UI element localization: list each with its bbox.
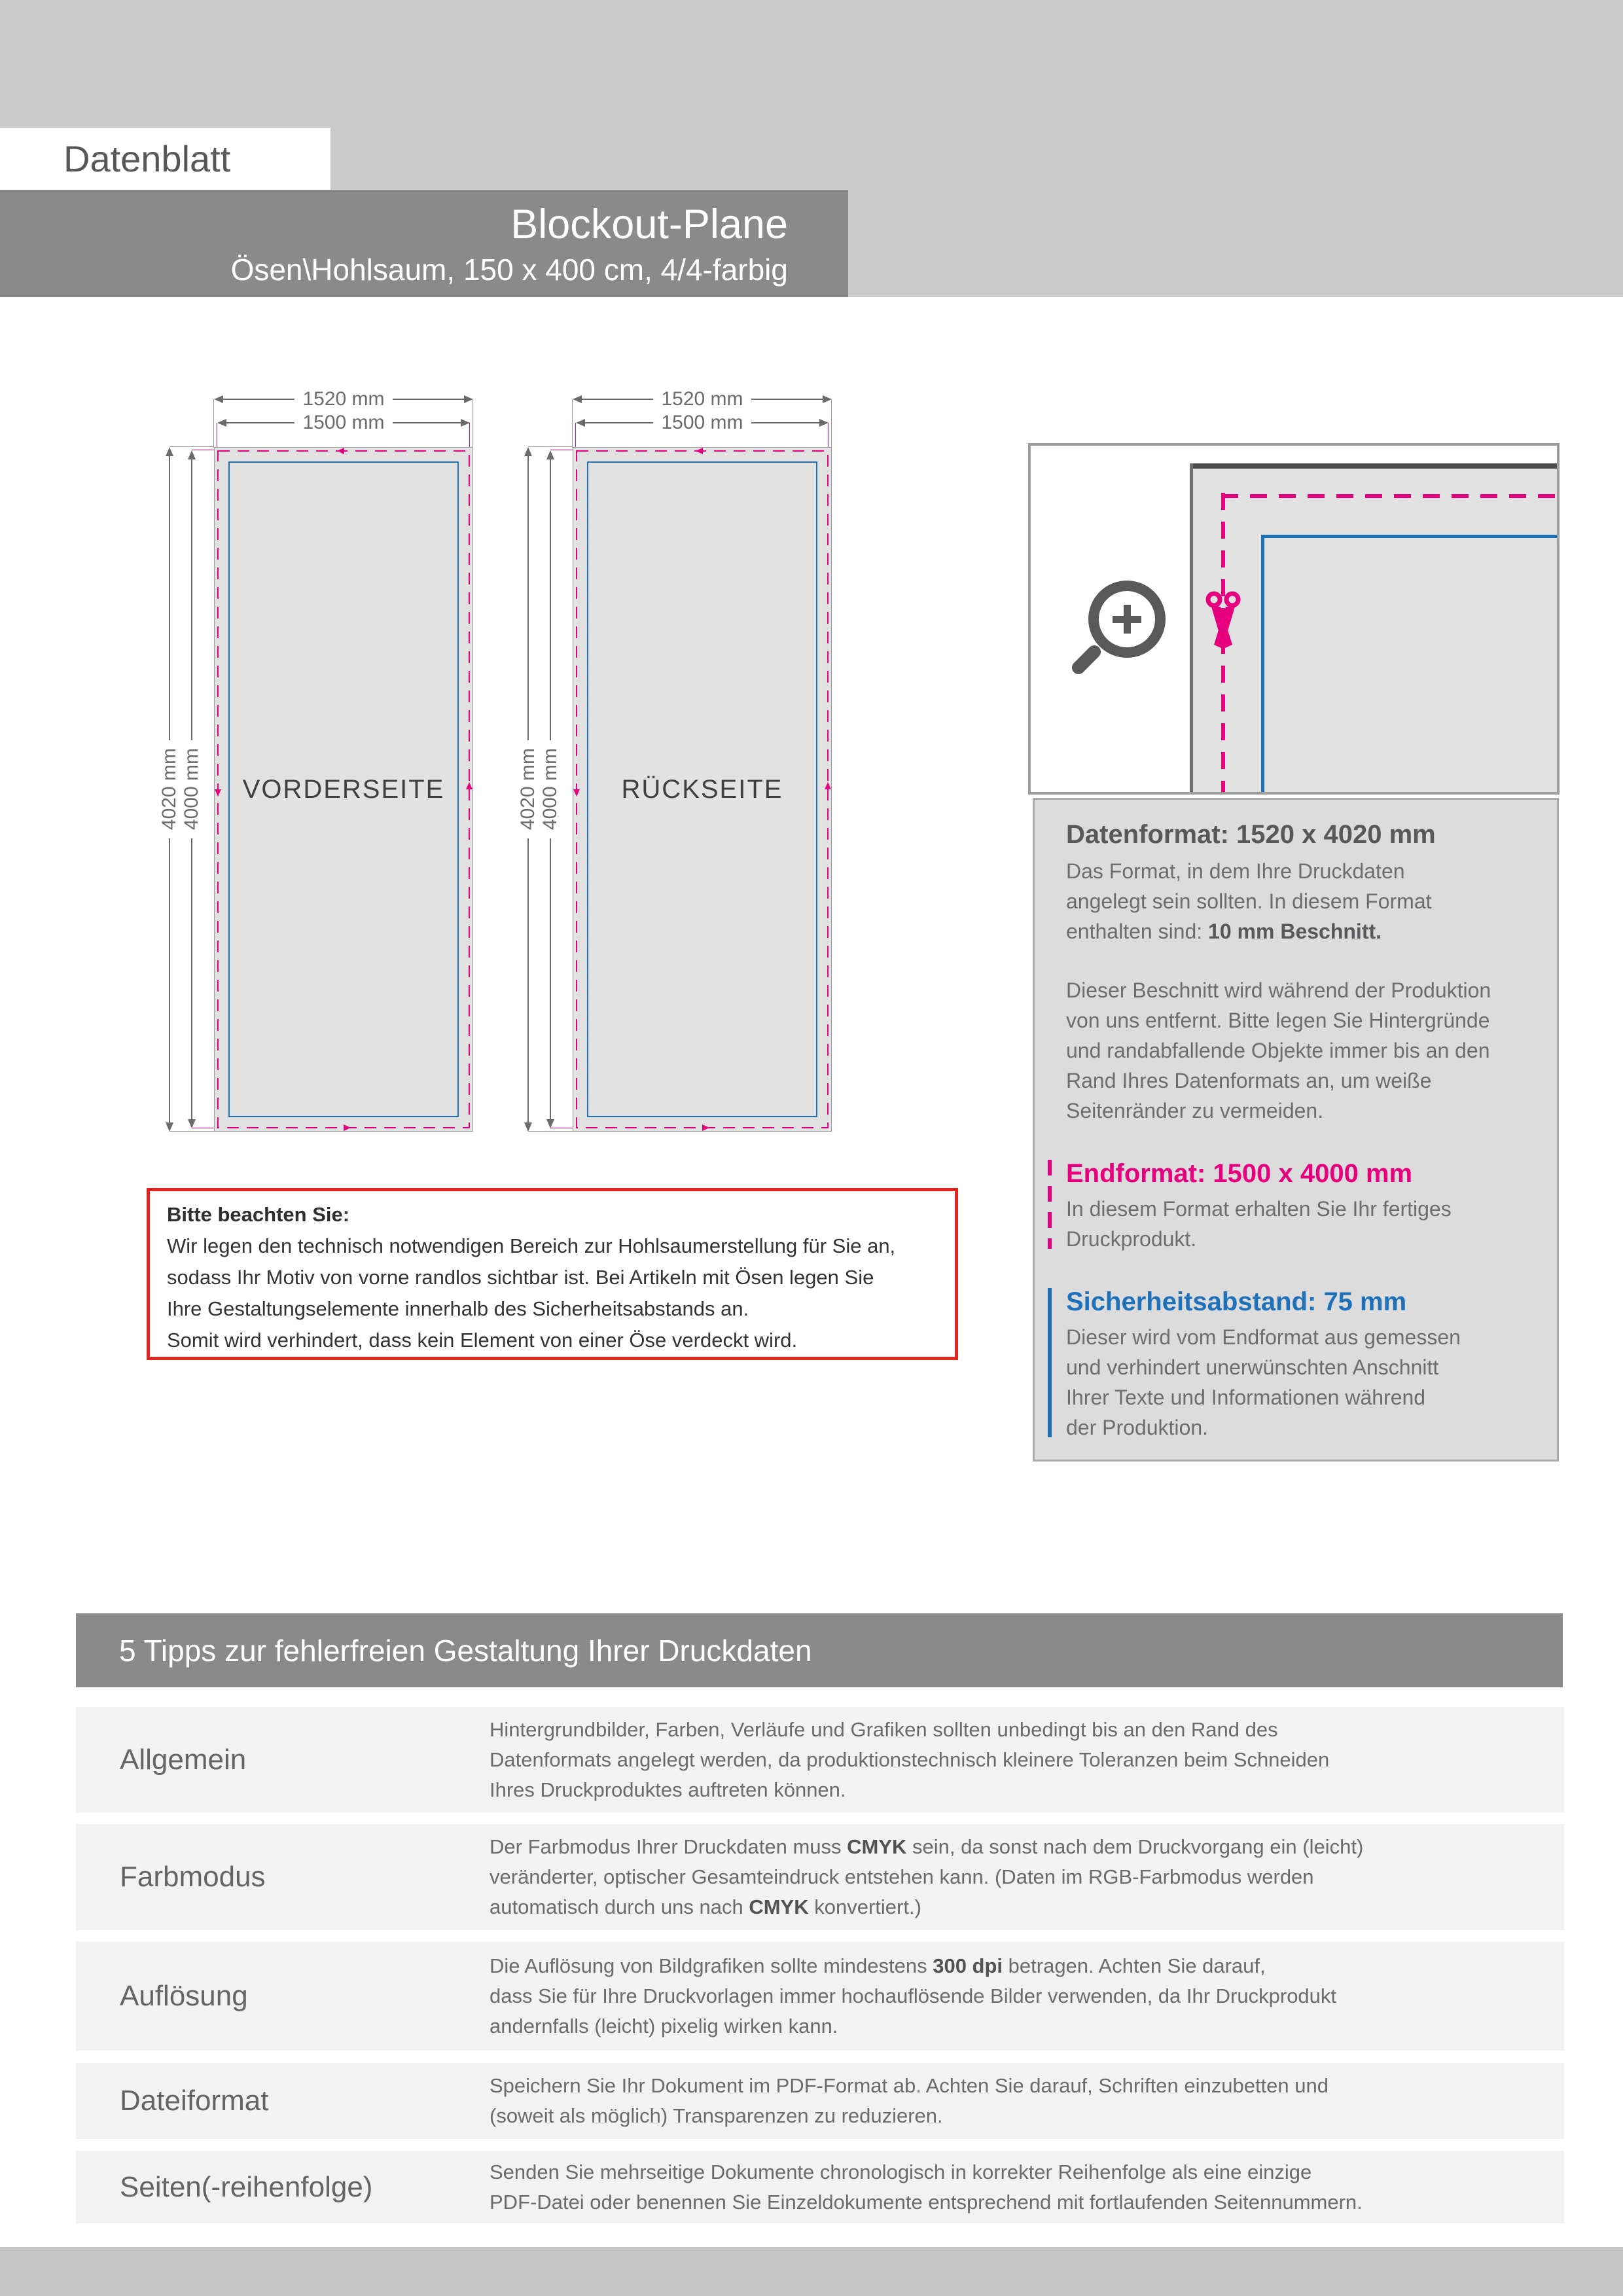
- dimension-line: [527, 838, 529, 1122]
- magnifier-plus-icon: [1124, 605, 1131, 634]
- dimension-label: 4000 mm: [181, 748, 202, 831]
- bottom-gray-band: [0, 2247, 1623, 2296]
- dimension-line: [527, 456, 529, 740]
- back-sheet-diagram: [506, 386, 840, 1145]
- dimension-label: 1520 mm: [302, 388, 385, 410]
- arrowhead-icon: [546, 450, 554, 459]
- dimension-line: [751, 399, 823, 400]
- arrowhead-icon: [217, 419, 226, 427]
- extension-line: [831, 399, 832, 448]
- arrowhead-icon: [464, 395, 473, 403]
- detail-illustration-box: [1028, 443, 1560, 795]
- arrowhead-icon: [576, 419, 585, 427]
- dimension-line: [582, 399, 653, 400]
- dimension-line: [191, 459, 192, 740]
- tip-row-allgemein: [76, 1707, 1564, 1812]
- product-subtitle: Ösen\Hohlsaum, 150 x 400 cm, 4/4-farbig: [230, 253, 788, 287]
- dimension-line: [191, 838, 192, 1119]
- endformat-section: [1066, 1156, 1537, 1254]
- endformat-width-dimension: [217, 414, 470, 432]
- extension-line: [572, 399, 573, 448]
- tip-row-text: Die Auflösung von Bildgrafiken sollte mindestens 300 dpi betragen. Achten Sie darauf, dass Sie für Ihre Druckvorlagen immer hochauflösende Bilder verwenden, da Ihr Druckprodukt andernfalls (leicht) pixelig wirken kann.: [490, 1954, 1337, 2037]
- tip-row-seiten: [76, 2151, 1564, 2223]
- title-banner: [0, 190, 848, 297]
- datenformat-width-dimension: [573, 390, 832, 408]
- detail-safety-line: [1261, 535, 1557, 538]
- tip-row-aufloesung: [76, 1942, 1564, 2051]
- tip-row-label: Farbmodus: [120, 1861, 266, 1893]
- datenformat-area: [573, 447, 832, 1132]
- tip-row-farbmodus: [76, 1824, 1564, 1930]
- endformat-height-dimension: [541, 450, 560, 1128]
- endformat-dashed-bar: [1048, 1160, 1052, 1249]
- sicherheitsabstand-text: Ihrer Texte und Informationen während: [1066, 1386, 1426, 1409]
- tips-banner-title: 5 Tipps zur fehlerfreien Gestaltung Ihrer Druckdaten: [119, 1633, 812, 1668]
- arrowhead-icon: [823, 395, 832, 403]
- doc-label-box: [0, 128, 330, 190]
- arrowhead-icon: [524, 447, 532, 456]
- tip-row-label: Allgemein: [120, 1743, 247, 1776]
- dimension-label: 4020 mm: [517, 748, 539, 831]
- sicherheitsabstand-heading: Sicherheitsabstand: 75 mm: [1066, 1287, 1407, 1316]
- beschnitt-text: von uns entfernt. Bitte legen Sie Hintergründe: [1066, 1009, 1490, 1032]
- extension-line: [213, 399, 214, 448]
- dimension-line: [169, 456, 170, 740]
- arrowhead-icon: [166, 447, 173, 456]
- sicherheitsabstand-section: [1066, 1284, 1537, 1443]
- dimension-label: 1500 mm: [661, 412, 743, 433]
- tips-banner: [76, 1613, 1563, 1687]
- tip-row-text: Der Farbmodus Ihrer Druckdaten muss CMYK sein, da sonst nach dem Druckvorgang ein (leicht) veränderter, optischer Gesamteindruck entstehen kann. (Daten im RGB-Farbmodus werden automatisch durch uns nach CMYK konvertiert.): [490, 1835, 1364, 1918]
- tip-row-label: Auflösung: [120, 1980, 248, 2012]
- beschnitt-text: Dieser Beschnitt wird während der Produktion: [1066, 978, 1491, 1002]
- extension-line: [528, 446, 573, 447]
- arrowhead-icon: [524, 1122, 532, 1132]
- endformat-width-dimension: [576, 414, 829, 432]
- datenformat-area: [214, 447, 473, 1132]
- extension-line: [528, 1131, 573, 1132]
- arrowhead-icon: [461, 419, 470, 427]
- scissors-icon: [1202, 591, 1244, 649]
- note-line: sodass Ihr Motiv von vorne randlos sichtbar ist. Bei Artikeln mit Ösen legen Sie: [167, 1266, 874, 1289]
- datenformat-text: angelegt sein sollten. In diesem Format: [1066, 889, 1432, 913]
- front-sheet-diagram: [147, 386, 481, 1145]
- tip-row-label: Dateiformat: [120, 2085, 269, 2117]
- dimension-label: 1520 mm: [661, 388, 743, 410]
- tip-row-text: Speichern Sie Ihr Dokument im PDF-Format ab. Achten Sie darauf, Schriften einzubetten und (soweit als möglich) Transparenzen zu reduzieren.: [490, 2074, 1329, 2127]
- dimension-line: [550, 838, 551, 1119]
- product-title: Blockout-Plane: [510, 202, 788, 247]
- note-line: Wir legen den technisch notwendigen Bereich zur Hohlsaumerstellung für Sie an,: [167, 1234, 896, 1257]
- datenformat-width-dimension: [214, 390, 473, 408]
- extension-line: [169, 1131, 214, 1132]
- detail-cut-line: [1221, 494, 1557, 498]
- tip-row-text: Senden Sie mehrseitige Dokumente chronologisch in korrekter Reihenfolge als eine einzige PDF-Datei oder benennen Sie Einzeldokumente entsprechend mit fortlaufenden Seitennummern.: [490, 2160, 1363, 2214]
- beschnitt-text: und randabfallende Objekte immer bis an den: [1066, 1039, 1490, 1062]
- dimension-line: [751, 422, 819, 423]
- detail-sheet-top-edge: [1192, 463, 1557, 469]
- datenformat-height-dimension: [160, 447, 179, 1132]
- beschnitt-text: Rand Ihres Datenformats an, um weiße: [1066, 1069, 1432, 1092]
- dimension-line: [585, 422, 653, 423]
- arrowhead-icon: [214, 395, 223, 403]
- note-line: Ihre Gestaltungselemente innerhalb des Sicherheitsabstands an.: [167, 1297, 749, 1320]
- arrowhead-icon: [819, 419, 829, 427]
- endformat-height-dimension: [183, 450, 201, 1128]
- note-line: Somit wird verhindert, dass kein Element von einer Öse verdeckt wird.: [167, 1329, 798, 1352]
- detail-sheet-fill: [1192, 466, 1557, 792]
- note-box: [147, 1188, 958, 1360]
- dimension-label: 1500 mm: [302, 412, 385, 433]
- datenformat-height-dimension: [519, 447, 537, 1132]
- dimension-line: [223, 399, 294, 400]
- tip-row-dateiformat: [76, 2063, 1564, 2139]
- arrowhead-icon: [188, 1119, 196, 1128]
- detail-safety-line: [1261, 535, 1264, 792]
- front-side-label: VORDERSEITE: [242, 774, 445, 804]
- sicherheitsabstand-bar: [1048, 1288, 1052, 1437]
- tip-row-label: Seiten(-reihenfolge): [120, 2170, 373, 2203]
- dimension-label: 4020 mm: [158, 748, 180, 831]
- format-info-panel: [1033, 798, 1559, 1462]
- doc-label: Datenblatt: [63, 138, 231, 179]
- arrowhead-icon: [188, 450, 196, 459]
- sicherheitsabstand-text: und verhindert unerwünschten Anschnitt: [1066, 1355, 1439, 1379]
- back-side-label: RÜCKSEITE: [621, 774, 783, 804]
- beschnitt-text: Seitenränder zu vermeiden.: [1066, 1099, 1324, 1122]
- datenformat-heading: Datenformat: 1520 x 4020 mm: [1066, 820, 1436, 849]
- sicherheitsabstand-text: Dieser wird vom Endformat aus gemessen: [1066, 1325, 1461, 1349]
- sicherheitsabstand-text: der Produktion.: [1066, 1416, 1209, 1439]
- arrowhead-icon: [546, 1119, 554, 1128]
- dimension-label: 4000 mm: [539, 748, 561, 831]
- spacer: [1066, 946, 1537, 975]
- datenformat-text: enthalten sind: 10 mm Beschnitt.: [1066, 920, 1382, 943]
- dimension-line: [393, 422, 461, 423]
- datenformat-text: Das Format, in dem Ihre Druckdaten: [1066, 859, 1405, 883]
- note-title: Bitte beachten Sie:: [167, 1203, 350, 1226]
- extension-line: [169, 446, 214, 447]
- detail-sheet-left-edge: [1190, 463, 1193, 792]
- dimension-line: [393, 399, 464, 400]
- dimension-line: [226, 422, 294, 423]
- dimension-line: [169, 838, 170, 1122]
- endformat-text: In diesem Format erhalten Sie Ihr fertiges: [1066, 1197, 1452, 1221]
- endformat-text: Druckprodukt.: [1066, 1227, 1197, 1251]
- arrowhead-icon: [166, 1122, 173, 1132]
- endformat-heading: Endformat: 1500 x 4000 mm: [1066, 1159, 1413, 1188]
- tip-row-text: Hintergrundbilder, Farben, Verläufe und Grafiken sollten unbedingt bis an den Rand des Datenformats angelegt werden, da produktionstechnisch kleinere Toleranzen beim Schneiden Ihres Druckproduktes auftreten können.: [490, 1717, 1330, 1801]
- magnifier-handle-icon: [1069, 643, 1103, 677]
- arrowhead-icon: [573, 395, 582, 403]
- dimension-line: [550, 459, 551, 740]
